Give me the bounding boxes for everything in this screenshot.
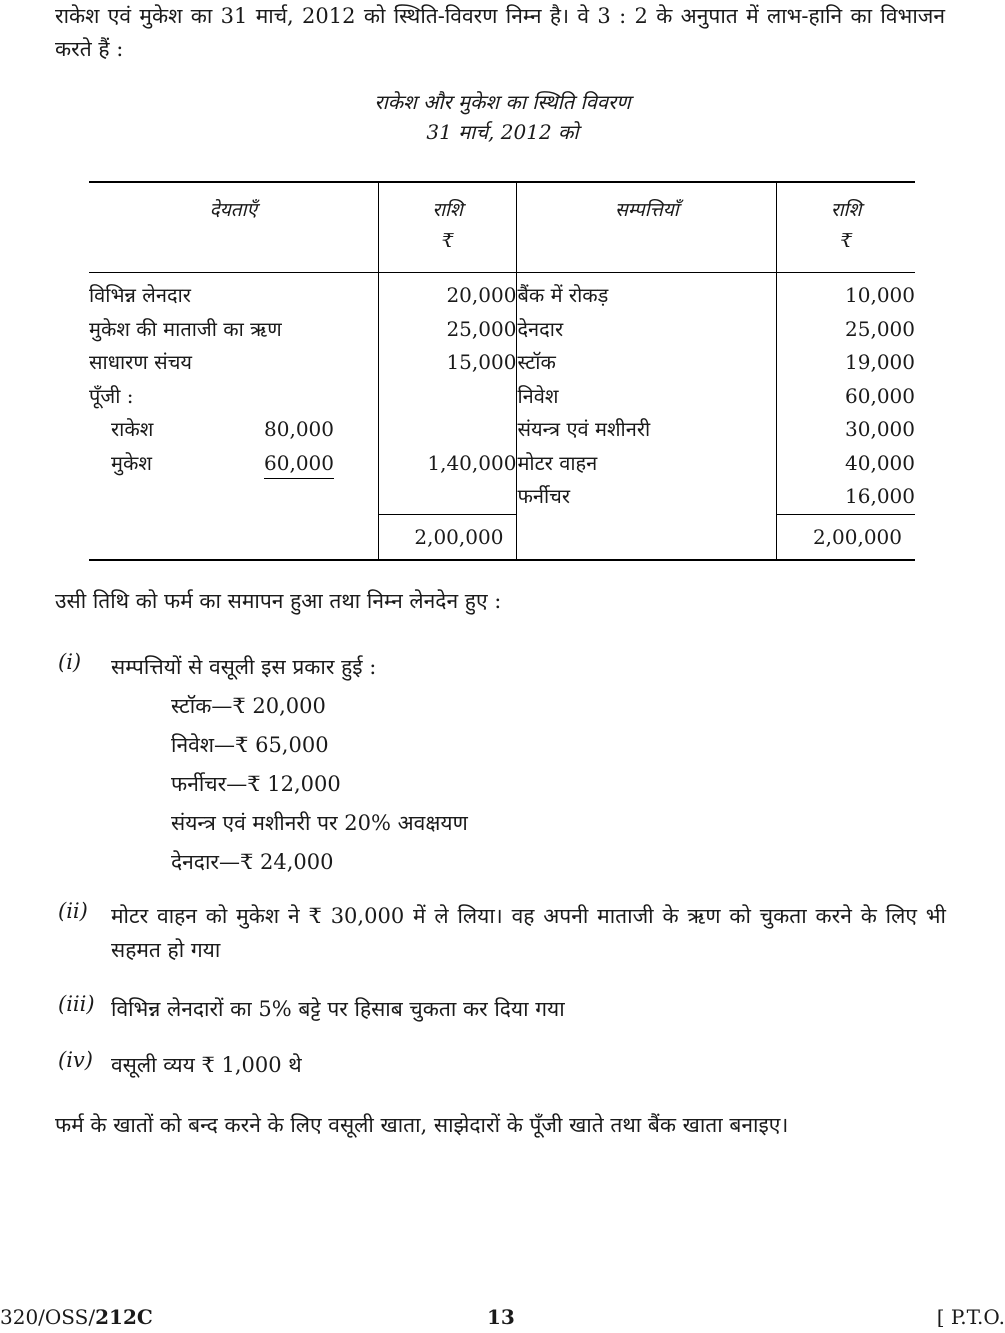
liability-amount: 20,000 [446, 283, 517, 307]
page-number: 13 [487, 1305, 515, 1329]
instruction-text: फर्म के खातों को बन्द करने के लिए वसूली खाता, साझेदारों के पूँजी खाते तथा बैंक खाता बनाइए। [55, 1113, 789, 1137]
asset-label: मोटर वाहन [517, 450, 598, 475]
assets-amount-header: राशि ₹ [777, 182, 915, 273]
partner-name: मुकेश [111, 450, 152, 475]
asset-amount: 25,000 [845, 316, 915, 341]
asset-amount: 30,000 [845, 417, 915, 441]
dissolution-text: उसी तिथि को फर्म का समापन हुआ तथा निम्न लेनदेन हुए : [55, 589, 502, 613]
item-text: वसूली व्यय ₹ 1,000 थे [111, 1053, 302, 1077]
item-text: सम्पत्तियों से वसूली इस प्रकार हुई : [111, 655, 377, 679]
paper-code: 320/OSS/212C [0, 1305, 153, 1329]
partner-capital: 60,000 [264, 448, 334, 479]
liability-label: मुकेश की माताजी का ऋण [89, 316, 282, 341]
capital-row [89, 447, 378, 481]
assets-amounts [777, 273, 915, 515]
asset-label: फर्नीचर [517, 484, 571, 508]
realisation-item: फर्नीचर—₹ 12,000 [171, 772, 341, 796]
liability-amount: 25,000 [446, 316, 517, 341]
balance-sheet-table [89, 181, 915, 561]
item-number: (i) [58, 650, 82, 674]
capital-row [89, 413, 378, 447]
intro-paragraph: राकेश एवं मुकेश का 31 मार्च, 2012 को स्थिति-विवरण निम्न है। वे 3 : 2 के अनुपात में लाभ-हानि का विभाजन करते हैं : [55, 4, 945, 61]
asset-label: देनदार [517, 316, 564, 341]
capital-label: पूँजी : [89, 383, 134, 408]
asset-label: संयन्त्र एवं मशीनरी [517, 417, 651, 441]
capital-total: 1,40,000 [427, 450, 517, 475]
statement-date: 31 मार्च, 2012 को [426, 120, 579, 144]
realisation-item: निवेश—₹ 65,000 [171, 733, 329, 757]
realisation-item: स्टॉक—₹ 20,000 [171, 694, 326, 718]
statement-title: राकेश और मुकेश का स्थिति विवरण [374, 90, 631, 114]
asset-amount: 10,000 [845, 283, 915, 307]
asset-amount: 16,000 [845, 484, 915, 508]
asset-label: स्टॉक [517, 350, 556, 374]
asset-amount: 19,000 [845, 350, 915, 374]
item-number: (iii) [58, 992, 95, 1016]
assets-list [517, 273, 777, 560]
pto-label: [ P.T.O. [936, 1305, 1005, 1329]
liabilities-total: 2,00,000 [378, 514, 517, 560]
asset-amount: 60,000 [845, 383, 915, 408]
asset-label: निवेश [517, 383, 559, 408]
liability-label: साधारण संचय [89, 350, 192, 374]
liability-amount [379, 380, 517, 414]
liabilities-header: देयताएँ [89, 182, 378, 273]
partner-name: राकेश [111, 417, 154, 441]
realisation-item: देनदार—₹ 24,000 [171, 850, 334, 874]
liabilities-amounts [378, 273, 517, 515]
realisation-list [171, 687, 468, 882]
partner-capital: 80,000 [264, 417, 334, 441]
assets-header: सम्पत्तियाँ [517, 182, 777, 273]
asset-label: बैंक में रोकड़ [517, 283, 609, 307]
asset-amount: 40,000 [845, 450, 915, 475]
item-text: विभिन्न लेनदारों का 5% बट्टे पर हिसाब चुकता कर दिया गया [111, 997, 565, 1021]
liabilities-amount-header: राशि ₹ [378, 182, 517, 273]
liabilities-list [89, 273, 378, 515]
liability-amount: 15,000 [446, 350, 517, 374]
page-footer [0, 1305, 1005, 1333]
realisation-item: संयन्त्र एवं मशीनरी पर 20% अवक्षयण [171, 811, 468, 835]
item-text: मोटर वाहन को मुकेश ने ₹ 30,000 में ले लिया। वह अपनी माताजी के ऋण को चुकता करने के लिए भी सहमत हो गया [111, 904, 946, 962]
assets-total: 2,00,000 [777, 514, 915, 560]
item-number: (ii) [58, 899, 88, 923]
liability-label: विभिन्न लेनदार [89, 283, 191, 307]
item-number: (iv) [58, 1048, 93, 1072]
